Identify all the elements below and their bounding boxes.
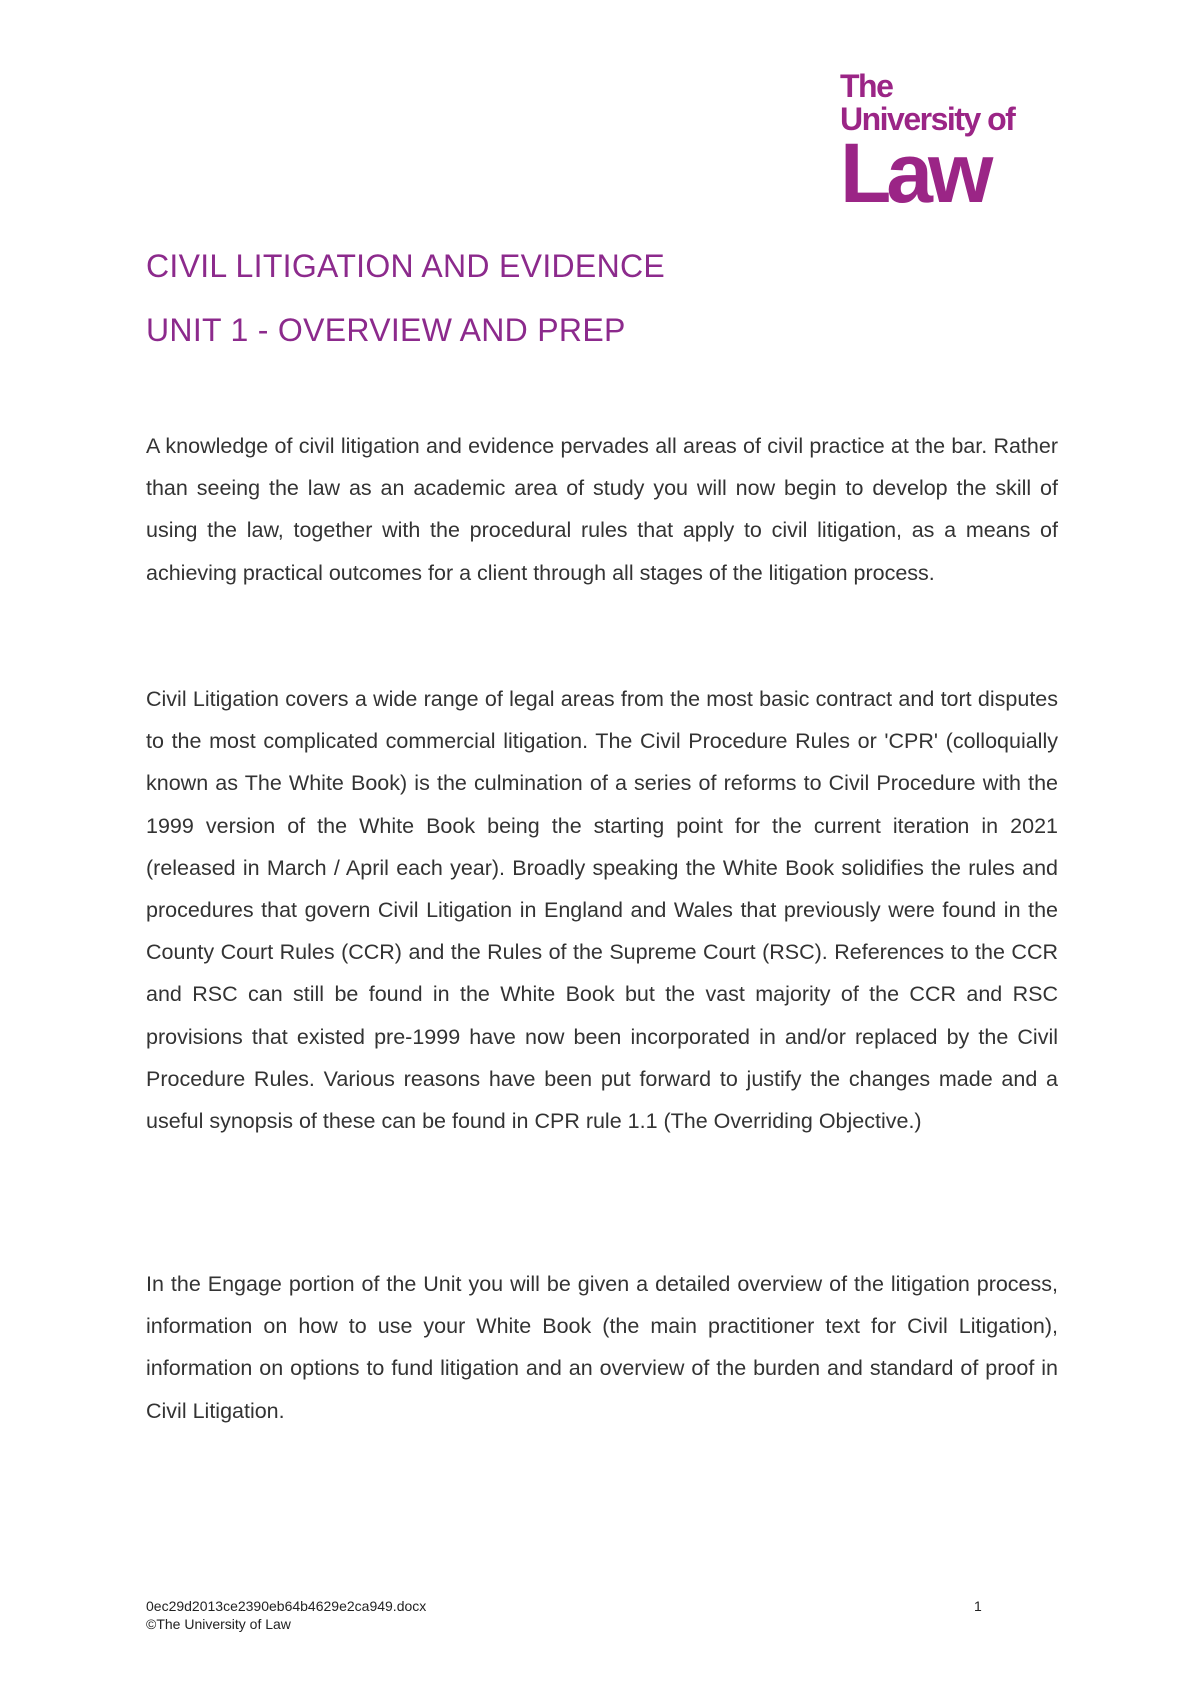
document-title: CIVIL LITIGATION AND EVIDENCE [146, 248, 666, 284]
document-subtitle: UNIT 1 - OVERVIEW AND PREP [146, 312, 626, 348]
logo-text-the: The [840, 68, 893, 104]
body-paragraph: A knowledge of civil litigation and evidence pervades all areas of civil practice at the bar. Rather than seeing the law as an academic area of study you will now begin to develop the skill of using the law, together with the procedural rules that apply to civil litigation, as a means of achieving practical outcomes for a client through all stages of the litigation process. [146, 434, 1058, 585]
body-paragraph: Civil Litigation covers a wide range of legal areas from the most basic contract and tort disputes to the most complicated commercial litigation. The Civil Procedure Rules or 'CPR' (colloquially known as The White Book) is the culmination of a series of reforms to Civil Procedure with the 1999 version of the White Book being the starting point for the current iteration in 2021 (released in March / April each year). Broadly speaking the White Book solidifies the rules and procedures that govern Civil Litigation in England and Wales that previously were found in the County Court Rules (CCR) and the Rules of the Supreme Court (RSC). References to the CCR and RSC can still be found in the White Book but the vast majority of the CCR and RSC provisions that existed pre-1999 have now been incorporated in and/or replaced by the Civil Procedure Rules. Various reasons have been put forward to justify the changes made and a useful synopsis of these can be found in CPR rule 1.1 (The Overriding Objective.) [146, 687, 1058, 1134]
footer-copyright: ©The University of Law [146, 1616, 291, 1632]
page-number: 1 [974, 1598, 982, 1614]
footer-filename: 0ec29d2013ce2390eb64b4629e2ca949.docx [146, 1598, 427, 1614]
logo-text-law: Law [840, 126, 989, 220]
page-footer [146, 1597, 426, 1633]
logo-text-university-of: University of [840, 101, 1015, 137]
university-of-law-logo [840, 68, 1030, 220]
body-paragraph: In the Engage portion of the Unit you will be given a detailed overview of the litigation process, information on how to use your White Book (the main practitioner text for Civil Litigation), information on options to fund litigation and an overview of the burden and standard of proof in Civil Litigation. [146, 1272, 1058, 1423]
